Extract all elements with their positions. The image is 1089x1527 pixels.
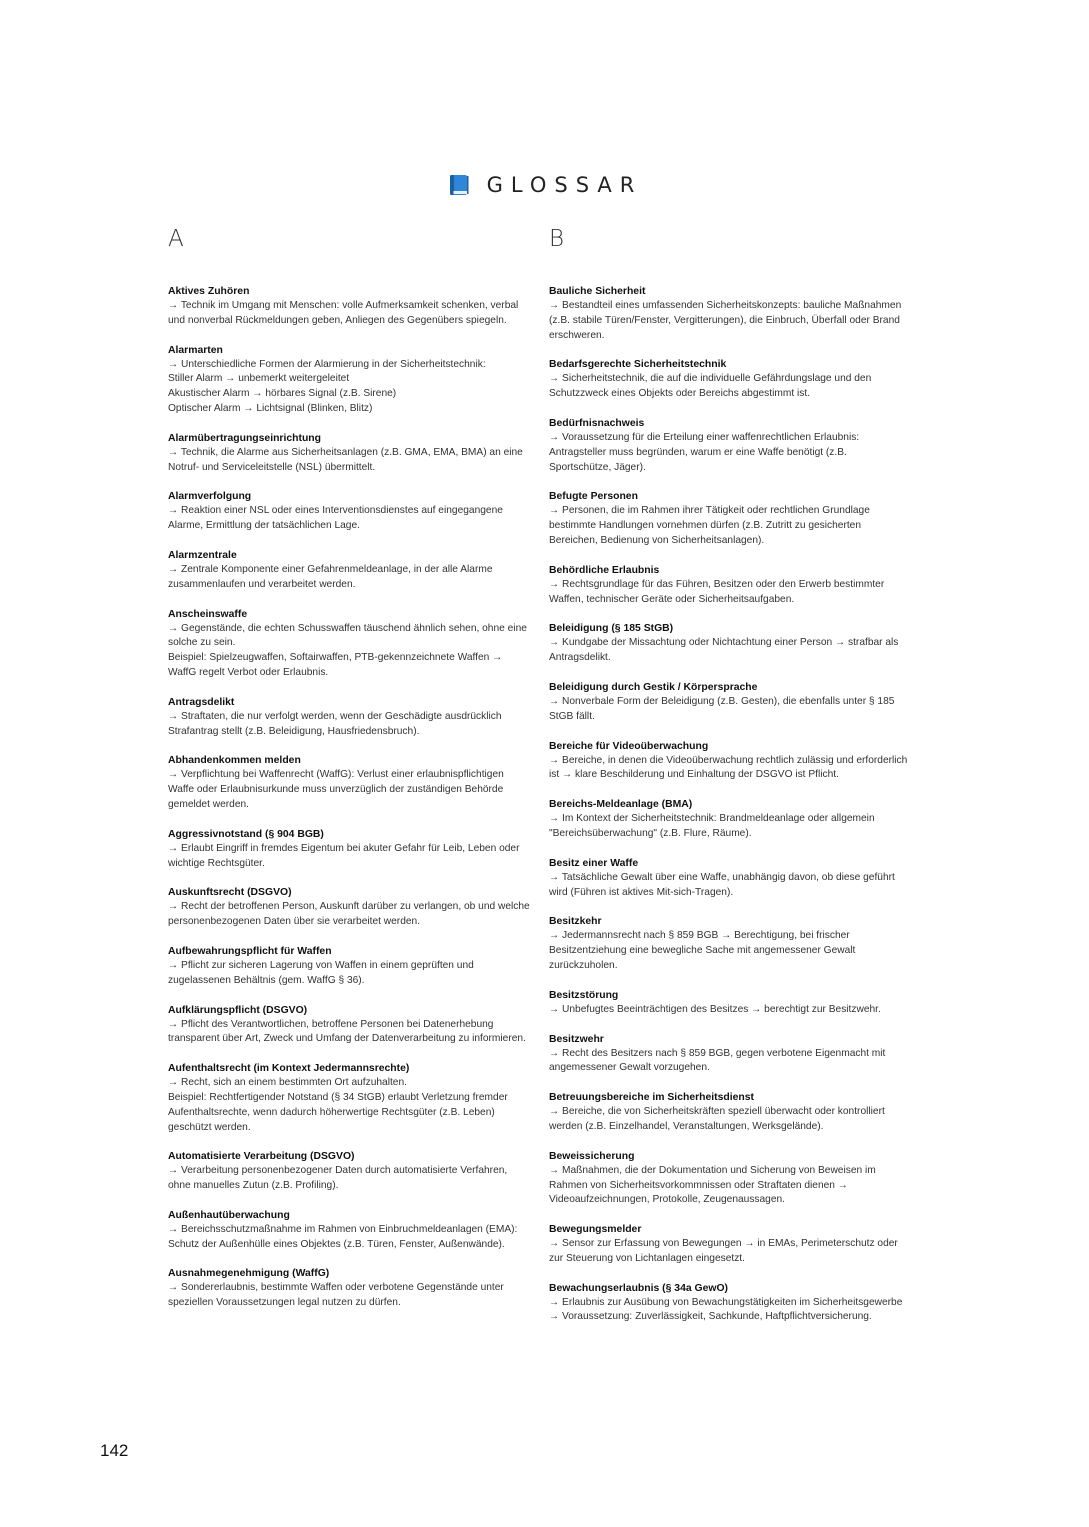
glossary-entry [168,284,530,329]
glossary-definition: → Maßnahmen, die der Dokumentation und Sicherung von Beweisen im Rahmen von Sicherheitsvorkommnissen oder Straftaten dienen → Videoaufzeichnungen, Protokolle, Zeugenaussagen. [549,1164,876,1206]
glossary-term: Behördliche Erlaubnis [549,564,660,576]
glossary-entry [549,739,911,784]
glossary-term: Aufklärungspflicht (DSGVO) [168,1004,308,1016]
glossary-term: Außenhautüberwachung [168,1209,290,1221]
glossary-definition: → Kundgabe der Missachtung oder Nichtachtung einer Person → strafbar als Antragsdelikt. [549,637,899,664]
glossary-entry [549,1222,911,1267]
glossary-definition: → Erlaubnis zur Ausübung von Bewachungstätigkeiten im Sicherheitsgewerbe → Voraussetzung: Zuverlässigkeit, Sachkunde, Haftpflichtversicherung. [549,1296,903,1323]
glossary-term: Ausnahmegenehmigung (WaffG) [168,1268,330,1280]
glossary-definition: → Verpflichtung bei Waffenrecht (WaffG): Verlust einer erlaubnispflichtigen Waffe oder Erlaubnisurkunde muss unverzüglich der zuständigen Behörde gemeldet werden. [168,769,504,810]
book-icon [447,173,471,197]
glossary-definition: → Bereiche, in denen die Videoüberwachung rechtlich zulässig und erforderlich ist → klare Beschilderung und Einhaltung der DSGVO ist Pflicht. [549,754,908,781]
glossary-entry [168,1003,530,1048]
glossary-definition: → Technik im Umgang mit Menschen: volle Aufmerksamkeit schenken, verbal und nonverbal Rückmeldungen geben, Anliegen des Gegenübers spiegeln. [168,300,519,326]
glossary-definition: → Gegenstände, die echten Schusswaffen täuschend ähnlich sehen, ohne eine solche zu sein. Beispiel: Spielzeugwaffen, Softairwaffen, PTB-gekennzeichnete Waffen → WaffG regelt Verbot oder Erlaubnis. [168,622,527,678]
glossary-term: Betreuungsbereiche im Sicherheitsdienst [549,1092,754,1104]
glossary-entry [549,1032,911,1077]
glossary-term: Aktives Zuhören [168,286,250,297]
glossary-term: Beleidigung (§ 185 StGB) [549,623,674,635]
glossary-entry [168,343,530,417]
glossary-term: Alarmarten [168,344,223,356]
glossary-definition: → Recht der betroffenen Person, Auskunft darüber zu verlangen, ob und welche personenbezogenen Daten über sie verarbeitet werden. [168,901,530,928]
glossary-definition: → Voraussetzung für die Erteilung einer waffenrechtlichen Erlaubnis: Antragsteller muss begründen, warum er eine Waffe benötigt (z.B. Sportschütze, Jäger). [549,431,860,473]
glossary-definition: → Recht des Besitzers nach § 859 BGB, gegen verbotene Eigenmacht mit angemessener Gewalt vorzugehen. [549,1047,886,1074]
glossary-entry [168,1061,530,1135]
glossary-term: Bedürfnisnachweis [549,417,645,429]
glossary-term: Alarmübertragungseinrichtung [168,432,321,444]
glossary-entry [168,753,530,812]
glossary-term: Besitz einer Waffe [549,857,639,869]
section-letter: B [549,226,565,252]
glossary-definition: → Reaktion einer NSL oder eines Interventionsdienstes auf eingegangene Alarme, Ermittlung der tatsächlichen Lage. [168,505,503,532]
glossary-entry [549,563,911,608]
glossary-term: Aufbewahrungspflicht für Waffen [168,945,332,957]
glossary-entry [168,431,530,476]
glossary-entry [549,1149,911,1208]
glossary-entry [168,944,530,989]
glossary-definition: → Bestandteil eines umfassenden Sicherheitskonzepts: bauliche Maßnahmen (z.B. stabile Türen/Fenster, Vergitterungen), die Einbruch, Überfall oder Brand erschweren. [549,300,902,341]
glossary-term: Bedarfsgerechte Sicherheitstechnik [549,359,727,371]
glossary-term: Auskunftsrecht (DSGVO) [168,887,292,899]
page-title: GLOSSAR [486,173,643,197]
glossary-term: Bereiche für Videoüberwachung [549,740,709,752]
glossary-entry [549,856,911,901]
glossary-definition: → Zentrale Komponente einer Gefahrenmeldeanlage, in der alle Alarme zusammenlaufen und verarbeitet werden. [168,563,493,590]
glossary-term: Besitzkehr [549,916,602,928]
glossary-entry [549,680,911,725]
glossary-definition: → Verarbeitung personenbezogener Daten durch automatisierte Verfahren, ohne manuelles Zutun (z.B. Profiling). [168,1165,508,1192]
glossary-definition: → Erlaubt Eingriff in fremdes Eigentum bei akuter Gefahr für Leib, Leben oder wichtige Rechtsgüter. [168,842,520,869]
glossary-definition: → Rechtsgrundlage für das Führen, Besitzen oder den Erwerb bestimmter Waffen, technischer Geräte oder Sicherheitsaufgaben. [549,578,885,605]
glossary-entry [549,797,911,842]
glossary-term: Alarmverfolgung [168,491,252,503]
glossary-term: Bewachungserlaubnis (§ 34a GewO) [549,1282,729,1294]
glossary-definition: → Sensor zur Erfassung von Bewegungen → in EMAs, Perimeterschutz oder zur Steuerung von Lichtanlagen eingesetzt. [549,1238,898,1264]
glossary-entry [168,1208,530,1253]
glossary-term: Bewegungsmelder [549,1224,642,1236]
section-letter: A [168,226,184,252]
glossary-definition: → Unbefugtes Beeinträchtigen des Besitzes → berechtigt zur Besitzwehr. [549,1003,881,1015]
glossary-entry [168,1266,530,1311]
glossary-term: Beleidigung durch Gestik / Körpersprache [549,681,758,693]
glossary-term: Befugte Personen [549,491,638,503]
glossary-term: Anscheinswaffe [168,608,248,620]
glossary-term: Aggressivnotstand (§ 904 BGB) [168,828,324,840]
glossary-definition: → Tatsächliche Gewalt über eine Waffe, unabhängig davon, ob diese geführt wird (Führen ist aktives Mit-sich-Tragen). [549,871,895,898]
column-b [549,224,911,1339]
glossary-definition: → Bereiche, die von Sicherheitskräften speziell überwacht oder kontrolliert werden (z.B. Einzelhandel, Veranstaltungen, Werksgelände). [549,1106,885,1132]
glossary-term: Antragsdelikt [168,696,235,708]
glossary-term: Bauliche Sicherheit [549,286,646,297]
column-a [168,224,530,1325]
glossary-entry [549,489,911,548]
glossary-definition: → Im Kontext der Sicherheitstechnik: Brandmeldeanlage oder allgemein "Bereichsüberwachung" (z.B. Flure, Räume). [549,813,875,839]
glossary-definition: → Sondererlaubnis, bestimmte Waffen oder verbotene Gegenstände unter speziellen Voraussetzungen legal nutzen zu dürfen. [168,1282,504,1309]
glossary-entry [168,827,530,872]
glossary-entry [549,416,911,475]
glossary-entry [549,284,911,343]
glossary-term: Aufenthaltsrecht (im Kontext Jedermannsrechte) [168,1063,410,1075]
glossary-definition: → Straftaten, die nur verfolgt werden, wenn der Geschädigte ausdrücklich Strafantrag stellt (z.B. Beleidigung, Hausfriedensbruch). [168,710,502,737]
glossary-entry [168,1149,530,1194]
glossary-term: Abhandenkommen melden [168,755,301,767]
glossary-definition: → Personen, die im Rahmen ihrer Tätigkeit oder rechtlichen Grundlage bestimmte Handlungen vornehmen dürfen (z.B. Zutritt zu gesicherten Bereichen, Bedienung von Sicherheitsanlagen). [549,505,870,546]
glossary-entry [168,695,530,740]
glossary-definition: → Unterschiedliche Formen der Alarmierung in der Sicherheitstechnik: Stiller Alarm → unbemerkt weitergeleitet Akustischer Alarm → hörbares Signal (z.B. Sirene) Optischer Alarm → Lichtsignal (Blinken, Blitz) [168,358,486,414]
glossary-definition: → Technik, die Alarme aus Sicherheitsanlagen (z.B. GMA, EMA, BMA) an eine Notruf- und Serviceleitstelle (NSL) übermittelt. [168,446,523,473]
glossary-entry [168,885,530,930]
glossary-definition: → Jedermannsrecht nach § 859 BGB → Berechtigung, bei frischer Besitzentziehung eine bewegliche Sache mit angemessener Gewalt zurückzuholen. [549,930,856,971]
glossary-term: Bereichs-Meldeanlage (BMA) [549,799,693,811]
glossary-entry [549,621,911,666]
glossary-entry [549,357,911,402]
page-number: 142 [100,1441,129,1460]
glossary-entry [168,489,530,534]
glossary-definition: → Recht, sich an einem bestimmten Ort aufzuhalten. Beispiel: Rechtfertigender Notstand (§ 34 StGB) erlaubt Verletzung fremder Aufenthaltsrechte, wenn dadurch höherwertige Rechtsgüter (z.B. Leben) geschützt werden. [168,1077,508,1133]
glossary-definition: → Pflicht des Verantwortlichen, betroffene Personen bei Datenerhebung transparent über Art, Zweck und Umfang der Datenverarbeitung zu informieren. [168,1018,526,1045]
glossary-term: Besitzwehr [549,1033,604,1045]
glossary-definition: → Bereichsschutzmaßnahme im Rahmen von Einbruchmeldeanlagen (EMA): Schutz der Außenhülle eines Objektes (z.B. Türen, Fenster, Außenwände). [168,1223,518,1250]
glossary-term: Beweissicherung [549,1150,635,1162]
glossary-definition: → Sicherheitstechnik, die auf die individuelle Gefährdungslage und den Schutzzweck eines Objekts oder Bereichs abgestimmt ist. [549,373,872,400]
glossary-entry [549,914,911,973]
glossary-entry [549,1090,911,1135]
glossary-term: Besitzstörung [549,989,619,1001]
glossary-header [0,170,1089,200]
glossary-term: Alarmzentrale [168,549,237,561]
glossary-term: Automatisierte Verarbeitung (DSGVO) [168,1151,355,1163]
glossary-entry [168,607,530,681]
glossary-definition: → Pflicht zur sicheren Lagerung von Waffen in einem geprüften und zugelassenen Behältnis (gem. WaffG § 36). [168,959,474,986]
glossary-entry [168,548,530,593]
glossary-definition: → Nonverbale Form der Beleidigung (z.B. Gesten), die ebenfalls unter § 185 StGB fällt. [549,695,895,722]
glossary-entry [549,988,911,1018]
glossary-entry [549,1281,911,1326]
